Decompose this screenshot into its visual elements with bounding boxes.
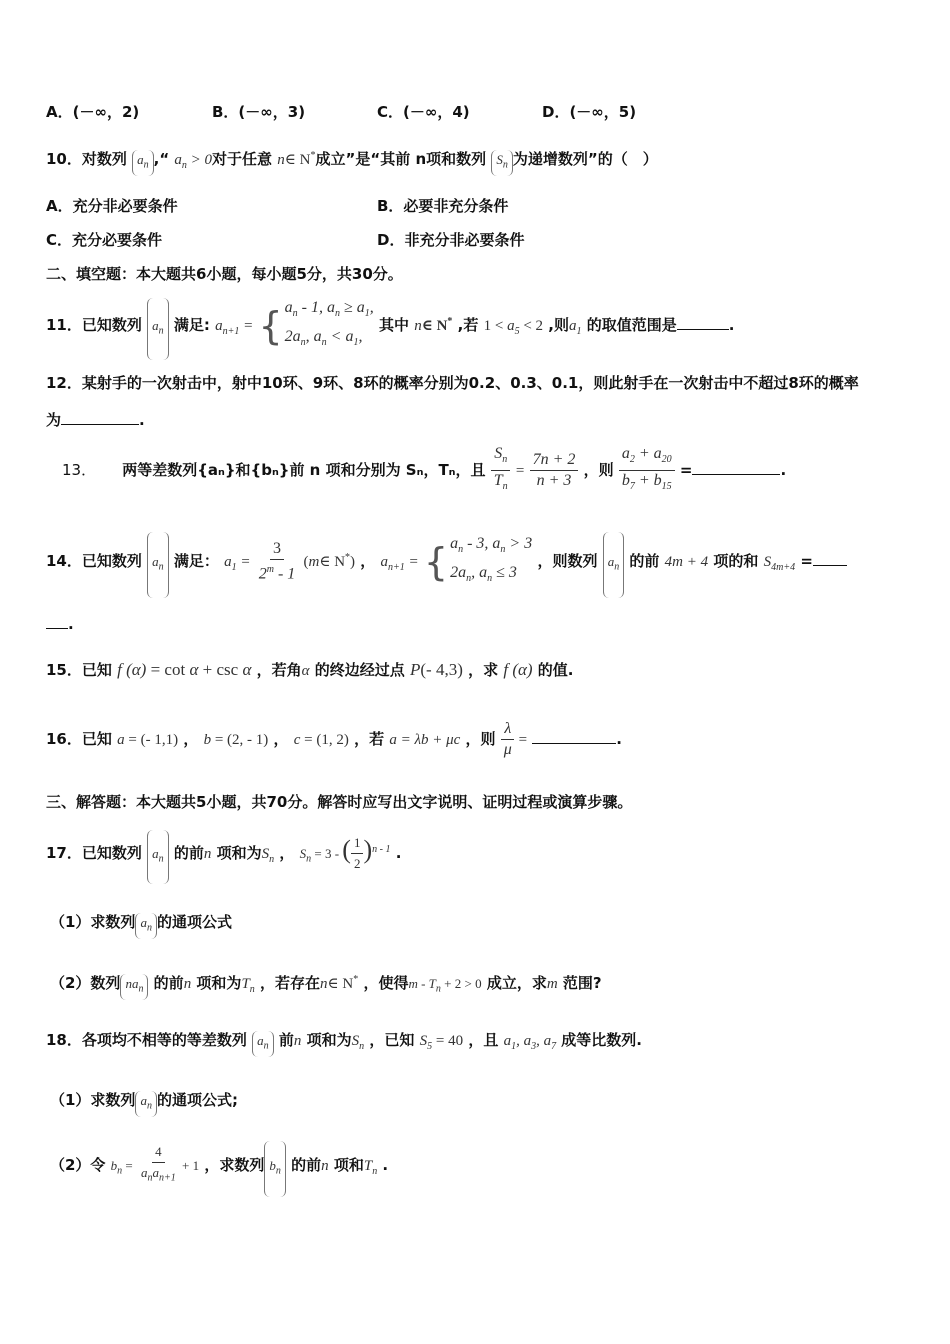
q10-option-d: D．非充分非必要条件 xyxy=(377,231,525,249)
section-2-heading: 二、填空题：本大题共6小题，每小题5分，共30分。 xyxy=(46,265,403,283)
q10-option-b: B．必要非充分条件 xyxy=(377,197,509,215)
q10-option-c: C．充分必要条件 xyxy=(46,231,163,249)
question-11: 11．已知数列 $a_n$ 满足: $a_{n+1}$ = { $a_n - 1$, $a_n \ge a_1$, $2a_n$, $a_n < a_1$, 其中 n∈ N* ,若 $1 < a_5 < 2$ ,则$a_1$ 的取值范围是 . xyxy=(46,294,734,360)
question-18-part-1: （1）求数列 $a_n$ 的通项公式; xyxy=(50,1090,238,1117)
q9-option-a: A．(－∞，2) xyxy=(46,103,140,121)
question-18-part-2: （2）令 $b_n$ = $\frac{4}{a_na_{n+1}}$ + 1 ，求数列 $b_n$ 的前n 项和$T_n$ . xyxy=(50,1140,388,1197)
section-3-heading: 三、解答题：本大题共5小题，共70分。解答时应写出文字说明、证明过程或演算步骤。 xyxy=(46,793,633,811)
question-17: 17．已知数列 $a_n$ 的前n 项和为$S_n$ ， $S_n = 3$ - ( $\frac{1}{2}$ )$^{n - 1}$ . xyxy=(46,826,401,884)
question-16: 16．已知 a = (- 1,1) ， b = (2, - 1) ， c = (1, 2) ，若 a = λb + μc ，则 $\frac{\lambda}{\mu}$ = . xyxy=(46,720,622,758)
question-12-line1: 12．某射手的一次射击中，射中10环、9环、8环的概率分别为0.2、0.3、0.1，则此射手在一次射击中不超过8环的概率 xyxy=(46,374,859,392)
math-an: $a_n$ xyxy=(132,150,154,176)
question-10: 10．对数列 $a_n$ ,“ $a_n > 0$对于任意 n∈ N*成立”是“其前 n项和数列 $S_n$ 为递增数列”的（ ） xyxy=(46,146,658,176)
question-14-cont: . xyxy=(46,614,74,634)
question-17-part-1: （1）求数列 $a_n$ 的通项公式 xyxy=(50,912,232,939)
math-sn: $S_n$ xyxy=(491,150,513,176)
q9-option-c: C．(－∞，4) xyxy=(377,103,470,121)
question-17-part-2: （2）数列 $na_n$ 的前n 项和为$T_n$ ，若存在n∈ N* ，使得$m - T_n + 2 > 0$ 成立，求m 范围? xyxy=(50,970,602,1000)
question-14: 14．已知数列 $a_n$ 满足： $a_1$ = $\frac{3}{2^m - 1}$ (m∈ N*) ， $a_{n+1}$ = { $a_n - 3$, $a_n > 3$ $2a_n$, $a_n \le 3$ ，则数列 $a_n$ 的前 4m + 4 项的和 $S_{4m+4}$ = xyxy=(46,528,847,598)
question-18: 18．各项均不相等的等差数列 $a_n$ 前n 项和为$S_n$ ，已知 $S_5 = 40$ ，且 $a_1$, $a_3$, $a_7$ 成等比数列. xyxy=(46,1030,642,1057)
question-12-line2: 为 . xyxy=(46,411,145,429)
question-15: 15．已知 f (α) = cot α + csc α ，若角α 的终边经过点 P(- 4,3) ，求 f (α) 的值. xyxy=(46,660,574,679)
q10-option-a: A．充分非必要条件 xyxy=(46,197,178,215)
q9-option-b: B．(－∞，3) xyxy=(212,103,306,121)
question-13: 13． 两等差数列{aₙ}和{bₙ}前 n 项和分别为 Sₙ，Tₙ，且 $\frac{S_n}{T_n}$ = $\frac{7n + 2}{n + 3}$ ，则 $\frac{a_2 + a_{20}}{b_7 + b_{15}}$ = . xyxy=(62,445,787,493)
q9-option-d: D．(－∞，5) xyxy=(542,103,637,121)
